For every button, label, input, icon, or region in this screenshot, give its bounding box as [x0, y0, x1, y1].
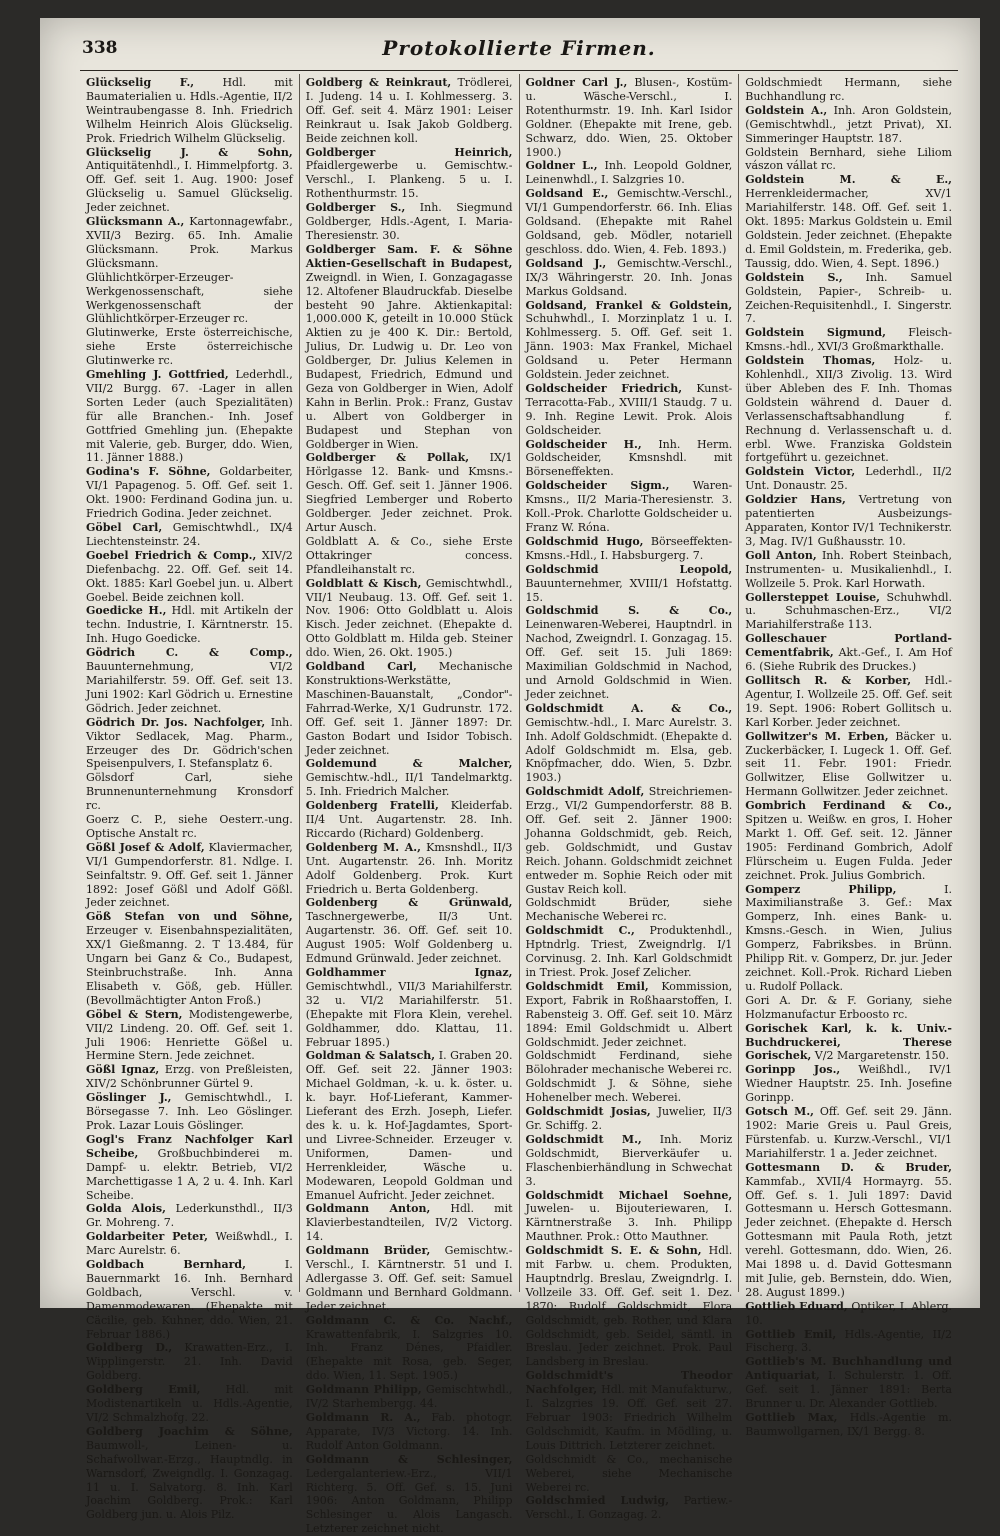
firm-entry — [526, 1133, 733, 1189]
firm-name: Goldberger Sam. F. & Söhne Aktien-Gesellschaft in Budapest, — [305, 242, 513, 270]
firm-entry — [526, 299, 733, 382]
firm-name: Gogl's Franz Nachfolger Karl Scheibe, — [86, 1132, 293, 1160]
firm-name: Goldstein Victor, — [745, 465, 856, 479]
firm-entry — [745, 1411, 952, 1439]
firm-name: Goldstein A., — [745, 103, 828, 117]
firm-details: Zweigndl. in Wien, I. Gonzagagasse 12. Altofener Blaudruckfab. Dieselbe besteht 90 Jahre. Aktienkapital: 1,000.000 K, geteilt in 10.000 Stück Aktien zu je 400 K. Dir.: Bertold, Julius, Dr. Ludwig u. Dr. Leo von Goldberger, Dr. Julius Kelemen in Budapest, Friedrich, Edmund und Geza von Goldberger in Wien, Adolf Kahn in Berlin. Prok.: Franz, Gustav u. Albert von Goldberger in Budapest und Stephan von Goldberger in Wien. — [305, 270, 513, 451]
firm-entry — [526, 257, 733, 299]
firm-name: Golda Alois, — [86, 1202, 166, 1216]
firm-name: Glücksmann A., — [86, 215, 185, 229]
firm-name: Goldblatt & Kisch, — [305, 576, 422, 590]
firm-entry — [306, 896, 513, 966]
firm-entry — [86, 1383, 293, 1425]
firm-entry — [86, 1133, 293, 1203]
firm-name: Gottlieb Emil, — [745, 1327, 837, 1341]
firm-entry — [306, 1244, 513, 1314]
firm-entry — [86, 326, 293, 368]
firm-entry — [745, 1105, 952, 1161]
firm-details: Goldblatt A. & Co., siehe Erste Ottakringer concess. Pfandleihanstalt rc. — [305, 534, 513, 576]
firm-name: Glückselig J. & Sohn, — [86, 145, 293, 159]
firm-details: Gemischtw.-Verschl., I. Kärntnerstr. 51 und I. Adlergasse 3. Off. Gef. seit: Samuel Goldmann und Bernhard Goldmann. Jeder zeichnet. — [305, 1244, 513, 1313]
firm-entry — [526, 1244, 733, 1369]
firm-details: Taschnergewerbe, II/3 Unt. Augartenstr. 36. Off. Gef. seit 10. August 1905: Wolf Goldenberg u. Edmund Grünwald. Jeder zeichnet. — [305, 910, 513, 966]
firm-entry — [745, 173, 952, 270]
firm-entry — [86, 1008, 293, 1064]
firm-entry — [745, 591, 952, 633]
firm-details: Krawattenfabrik, I. Salzgries 10. Inh. Franz Dénes, Pfaidler. (Ehepakte mit Rosa, geb. Seger, ddo. Wien, 11. Sept. 1905.) — [305, 1327, 513, 1383]
firm-name: Gollwitzer's M. Erben, — [745, 729, 889, 743]
firm-entry — [526, 604, 733, 701]
firm-entry — [306, 799, 513, 841]
firm-entry — [86, 549, 293, 605]
firm-details: I. Maximilianstraße 3. Gef.: Max Gomperz, Inh. eines Bank- u. Kmsns.-Gesch. in Wien, Julius Gomperz, Fabriksbes. in Brünn. Philipp Rit. v. Gomperz, Dr. jur. Jeder zeichnet. Koll.-Prok. Richard Lieben u. Rudolf Pollack. — [745, 882, 953, 993]
firm-entry — [86, 1202, 293, 1230]
firm-details: Gori A. Dr. & F. Goriany, siehe Holzmanufactur Erboosto rc. — [745, 993, 952, 1021]
firm-details: Goldstein Bernhard, siehe Liliom vászon vállat rc. — [745, 145, 952, 173]
firm-name: Goldhammer Ignaz, — [305, 966, 513, 979]
firm-entry — [526, 896, 733, 924]
firm-details: Goldschmiedt Hermann, siehe Buchhandlung rc. — [745, 76, 952, 103]
firm-name: Goldstein Sigmund, — [745, 326, 886, 340]
firm-entry — [526, 159, 733, 187]
document-page — [40, 18, 980, 1536]
firm-entry — [745, 465, 952, 493]
firm-details: Goldschmidt Brüder, siehe Mechanische Weberei rc. — [525, 896, 733, 924]
firm-name: Goldschmidt Emil, — [525, 979, 649, 993]
firm-details: Schuhwhdl. u. Schuhmaschen-Erz., VI/2 Mariahilferstraße 113. — [745, 590, 953, 632]
firm-entry — [745, 1022, 952, 1064]
firm-details: Inh. Samuel Goldstein, Papier-, Schreib- u. Zeichen-Requisitenhdl., I. Singerstr. 7. — [745, 270, 953, 326]
page-header — [82, 30, 956, 70]
firm-name: Gödrich Dr. Jos. Nachfolger, — [86, 715, 266, 729]
firm-details: IX/1 Hörlgasse 12. Bank- und Kmsns.-Gesch. Off. Gef. seit 1. Jänner 1906. Siegfried Lemberger und Roberto Goldberger. Jeder zeichnet. Prok. Artur Ausch. — [305, 451, 513, 534]
firm-entry — [526, 1105, 733, 1133]
firm-entry — [306, 1049, 513, 1202]
firm-details: Partiew.-Verschl., I. Gonzagag. 2. — [525, 1494, 733, 1522]
firm-details: XIV/2 Diefenbachg. 22. Off. Gef. seit 14. Okt. 1885: Karl Goebel jun. u. Albert Goebel. Beide zeichnen koll. — [86, 548, 293, 604]
firm-name: Goldner Carl J., — [525, 76, 628, 89]
firm-details: Goldarbeiter, VI/1 Papagenog. 5. Off. Gef. seit 1. Okt. 1900: Ferdinand Godina jun. u. Friedrich Godina. Jeder zeichnet. — [86, 465, 293, 521]
firm-entry — [745, 146, 952, 174]
firm-entry — [86, 716, 293, 772]
firm-details: Hdl. mit Klavierbestandteilen, IV/2 Victorg. 14. — [305, 1202, 513, 1244]
column-1 — [80, 74, 300, 1522]
firm-details: Hdls.-Agentie, II/2 Fischerg. 3. — [745, 1327, 953, 1355]
firm-name: Goldenberg M. A., — [305, 840, 421, 854]
firm-entry — [526, 1453, 733, 1495]
firm-details: Gemischtwhdl., VII/3 Mariahilferstr. 32 u. VI/2 Mariahilferstr. 51. (Ehepakte mit Flora Klein, verehel. Goldhammer, ddo. Klattau, 11. Februar 1895.) — [305, 979, 513, 1049]
firm-entry — [745, 1063, 952, 1105]
firm-name: Goldarbeiter Peter, — [86, 1230, 209, 1244]
firm-name: Goldbach Bernhard, — [86, 1258, 246, 1272]
firm-name: Gößl Josef & Adolf, — [86, 840, 205, 854]
firm-entry — [86, 521, 293, 549]
firm-details: Juwelier, II/3 Gr. Schiffg. 2. — [525, 1105, 733, 1132]
firm-entry — [86, 1091, 293, 1133]
firm-details: Baumwoll-, Leinen- u. Schafwollwar.-Erzg., Hauptndlg. in Warnsdorf, Zweigndlg. I. Gonzagag. 11 u. I. Salvatorg. 8. Inh. Karl Joachim Goldberg. Prok.: Karl Goldberg jun. u. Alois Pilz. — [86, 1438, 293, 1522]
column-2 — [300, 74, 520, 1536]
firm-entry — [86, 76, 293, 146]
firm-details: Kammfab., XVII/4 Hormayrg. 55. Off. Gef. s. 1. Juli 1897: David Gottesmann u. Hersch Gottesmann. Jeder zeichnet. (Ehepakte d. Hersch Gottesmann mit Paula Roth, jetzt verehl. Gottesmann, ddo. Wien, 26. Mai 1898 u. d. David Gottesmann mit Julie, geb. Bernstein, ddo. Wien, 28. August 1899.) — [745, 1174, 952, 1299]
firm-name: Goldmann Brüder, — [305, 1244, 431, 1258]
firm-entry — [526, 702, 733, 785]
firm-details: Holz- u. Kohlenhdl., XII/3 Zivolig. 13. Wird über Ableben des F. Inh. Thomas Goldstein während d. Dauer d. Verlassenschaftsabhandlung f. Rechnung d. Verlassenschaft u. d. erbl. Wwe. Franziska Goldstein fortgeführt u. gezeichnet. — [745, 354, 952, 465]
firm-entry — [86, 368, 293, 465]
firm-name: Goldman & Salatsch, — [305, 1049, 436, 1063]
firm-details: Schuhwhdl., I. Morzinplatz 1 u. I. Kohlmesserg. 5. Off. Gef. seit 1. Jänn. 1903: Max Frankel, Michael Goldsand u. Peter Hermann Goldstein. Jeder zeichnet. — [525, 312, 733, 382]
firm-details: Inh. Leopold Goldner, Leinenwhdl., I. Salzgries 10. — [525, 159, 733, 187]
firm-details: Hdl. mit Farbw. u. chem. Produkten, Hauptndrlg. Breslau, Zweigndrlg. I. Vollzeile 33. Off. Gef. seit 1. Dez. 1870: Rudolf Goldschmidt, Flora Goldschmidt, geb. Rother, und Klara Goldschmidt, geb. Seidel, sämtl. in Breslau. Jeder zeichnet. Prok. Paul Landsberg in Breslau. — [525, 1244, 733, 1369]
firm-details: Glühlichtkörper-Erzeuger-Werkgenossenschaft, siehe Werkgenossenschaft der Glühlichtkörper-Erzeuger rc. — [86, 270, 293, 326]
firm-details: Inh. Aron Goldstein, (Gemischtwhdl., jetzt Privat), XI. Simmeringer Hauptstr. 187. — [745, 103, 953, 145]
firm-details: Hdl. mit Artikeln der techn. Industrie, I. Kärntnerstr. 15. Inh. Hugo Goedicke. — [86, 604, 293, 646]
firm-details: Bauunternehmung, VI/2 Mariahilferstr. 59. Off. Gef. seit 13. Juni 1902: Karl Gödrich u. Ernestine Gödrich. Jeder zeichnet. — [86, 660, 293, 715]
firm-entry — [526, 438, 733, 480]
firm-entry — [86, 1341, 293, 1383]
firm-entry — [745, 493, 952, 549]
firm-entry — [526, 187, 733, 257]
firm-entry — [526, 563, 733, 605]
firm-name: Goldschmid Hugo, — [525, 534, 644, 548]
firm-details: I. Schulerstr. 1. Off. Gef. seit 1. Jänner 1891: Berta Brunner u. Dr. Alexander Gottlieb. — [745, 1369, 953, 1411]
firm-entry — [526, 785, 733, 896]
firm-entry — [306, 1202, 513, 1244]
firm-name: Goldschmidt's Theodor Nachfolger, — [525, 1369, 733, 1397]
firm-name: Goll Anton, — [745, 548, 817, 562]
firm-entry — [306, 451, 513, 534]
firm-name: Goldscheider H., — [525, 437, 642, 451]
firm-name: Gomperz Philipp, — [745, 882, 897, 896]
firm-entry — [745, 994, 952, 1022]
firm-entry — [745, 1355, 952, 1411]
firm-details: Bäcker u. Zuckerbäcker, I. Lugeck 1. Off. Gef. seit 11. Febr. 1901: Friedr. Gollwitzer, Elise Gollwitzer u. Hermann Gollwitzer. Jeder zeichnet. — [745, 729, 953, 799]
firm-details: Hdls.-Agentie m. Baumwollgarnen, IX/1 Bergg. 8. — [745, 1411, 952, 1438]
firm-details: Hdl. mit Baumaterialien u. Hdls.-Agentie, II/2 Weintraubengasse 8. Inh. Friedrich Wilhelm Heinrich Alois Glückselig. Prok. Friedrich Wilhelm Glückselig. — [86, 76, 293, 145]
firm-entry — [86, 215, 293, 271]
firm-name: Goldberger Heinrich, — [305, 145, 513, 159]
firm-entry — [745, 104, 952, 146]
firm-entry — [526, 76, 733, 159]
firm-entry — [526, 1494, 733, 1522]
firm-entry — [526, 382, 733, 438]
firm-entry — [86, 841, 293, 911]
firm-entry — [526, 1077, 733, 1105]
firm-name: Goldschmidt A. & Co., — [525, 701, 733, 715]
firm-entry — [745, 271, 952, 327]
firm-details: Lederhdl., VII/2 Burgg. 67. -Lager in allen Sorten Leder (auch Spezialitäten) für alle Branchen.- Inh. Josef Gottfried Gmehling jun. (Ehepakte mit Valerie, geb. Burger, ddo. Wien, 11. Jänner 1888.) — [86, 368, 293, 465]
firm-details: Kmsnshdl., II/3 Unt. Augartenstr. 26. Inh. Moritz Adolf Goldenberg. Prok. Kurt Friedrich u. Berta Goldenberg. — [305, 840, 513, 896]
firm-details: Inh. Siegmund Goldberger, Hdls.-Agent, I. Maria-Theresienstr. 30. — [305, 201, 513, 242]
firm-details: Kommission, Export, Fabrik in Roßhaarstoffen, I. Rabensteig 3. Off. Gef. seit 10. März 1894: Emil Goldschmidt u. Albert Goldschmidt. Jeder zeichnet. — [525, 979, 733, 1049]
firm-details: Goldschmidt J. & Söhne, siehe Hohenelber mech. Weberei. — [525, 1077, 733, 1105]
firm-entry — [526, 1049, 733, 1077]
columns — [80, 74, 958, 1536]
firm-details: Hdl. mit Modistenartikeln u. Hdls.-Agentie, VI/2 Schmalzhofg. 22. — [86, 1383, 293, 1424]
firm-name: Goebel Friedrich & Comp., — [86, 548, 257, 562]
firm-entry — [745, 1300, 952, 1328]
firm-details: Gemischtw.-Verschl., IX/3 Währingerstr. 20. Inh. Jonas Markus Goldsand. — [525, 256, 733, 298]
firm-details: Goldschmidt Ferdinand, siehe Bölohrader mechanische Weberei rc. — [525, 1049, 733, 1077]
firm-details: Großbuchbinderei m. Dampf- u. elektr. Betrieb, VI/2 Marchettigasse 1 A, 2 u. 4. Inh. Karl Scheibe. — [86, 1146, 293, 1202]
firm-name: Gorinpp Jos., — [745, 1063, 841, 1077]
firm-entry — [745, 799, 952, 882]
firm-name: Goldmann C. & Co. Nachf., — [305, 1313, 513, 1327]
firm-entry — [745, 632, 952, 674]
firm-name: Gottlieb Eduard, — [745, 1299, 848, 1313]
firm-details: Bauunternehmer, XVIII/1 Hofstattg. 15. — [525, 576, 733, 604]
firm-name: Goldberg Emil, — [86, 1383, 201, 1397]
firm-entry — [306, 535, 513, 577]
firm-details: Leinenwaren-Weberei, Hauptndrl. in Nachod, Zweigndrl. I. Gonzagag. 15. Off. Gef. seit 15. Juli 1869: Maximilian Goldschmid in Nachod, und Arnold Goldschmid in Wien. Jeder zeichnet. — [525, 618, 733, 701]
firm-entry — [86, 910, 293, 1007]
firm-details: Glutinwerke, Erste österreichische, siehe Erste österreichische Glutinwerke rc. — [86, 326, 293, 368]
firm-name: Goldschmid S. & Co., — [525, 604, 733, 618]
firm-details: Inh. Herm. Goldscheider, Kmsnshdl. mit Börseneffekten. — [525, 437, 733, 479]
firm-details: Hdl. mit Manufakturw., I. Salzgries 19. Off. Gef. seit 27. Februar 1903: Friedrich Wilhelm Goldschmidt, Kaufm. in Mödling, u. Louis Dittrich. Letzterer zeichnet. — [525, 1383, 733, 1452]
firm-name: Goldmann Philipp, — [305, 1383, 422, 1397]
firm-details: Lederhdl., II/2 Unt. Donaustr. 25. — [745, 465, 953, 493]
firm-name: Gorischek Karl, k. k. Univ.-Buchdruckerei, Therese Gorischek, — [745, 1021, 952, 1063]
firm-details: I. Bauernmarkt 16. Inh. Bernhard Goldbach, Verschl. v. Damenmodewaren. (Ehepakte mit Cäcilie, geb. Kuhner, ddo. Wien, 21. Februar 1886.) — [86, 1258, 293, 1341]
firm-details: Kartonnagewfabr., XVII/3 Bezirg. 65. Inh. Amalie Glücksmann. Prok. Markus Glücksmann. — [86, 215, 293, 270]
firm-details: Gemischtwhdl., I. Börsegasse 7. Inh. Leo Göslinger. Prok. Lazar Louis Göslinger. — [86, 1091, 293, 1132]
firm-name: Goldsand J., — [525, 256, 607, 270]
firm-details: Hdl.-Agentur, I. Wollzeile 25. Off. Gef. seit 19. Sept. 1906: Robert Gollitsch u. Karl Korber. Jeder zeichnet. — [745, 673, 953, 729]
header-rule — [80, 70, 958, 71]
firm-entry — [526, 924, 733, 980]
firm-entry — [86, 271, 293, 327]
firm-name: Gotsch M., — [745, 1105, 814, 1119]
firm-name: Goldschmidt M., — [525, 1132, 642, 1146]
firm-details: Inh. Moriz Goldschmidt, Bierverkäufer u. Flaschenbierhändlung in Schwechat 3. — [525, 1132, 733, 1188]
firm-entry — [745, 354, 952, 465]
firm-entry — [745, 549, 952, 591]
firm-name: Goldmann R. A., — [305, 1411, 421, 1424]
firm-entry — [526, 479, 733, 535]
firm-details: Optiker, I. Ablerg. 10. — [745, 1299, 952, 1327]
firm-entry — [86, 1258, 293, 1341]
firm-details: Herrenkleidermacher, XV/1 Mariahilferstr. 148. Off. Gef. seit 1. Okt. 1895: Markus Goldstein u. Emil Goldstein. Jeder zeichnet. (Ehepakte d. Emil Goldstein, m. Frederika, geb. Taussig, ddo. Wien, 4. Sept. 1896.) — [745, 187, 952, 270]
firm-details: Gemischtwhdl., IV/2 Starhembergg. 44. — [305, 1383, 513, 1411]
firm-name: Glückselig F., — [86, 76, 195, 89]
firm-details: Gölsdorf Carl, siehe Brunnenunternehmung Kronsdorf rc. — [86, 771, 293, 813]
firm-details: Modistengewerbe, VII/2 Lindeng. 20. Off. Gef. seit 1. Juli 1906: Henriette Gößel u. Hermine Stern. Jede zeichnet. — [86, 1007, 293, 1063]
firm-details: Gemischtw.-Verschl., VI/1 Gumpendorferstr. 66. Inh. Elias Goldsand. (Ehepakte mit Rahel Goldsand, geb. Mödler, notariell geschloss. ddo. Wien, 4. Feb. 1893.) — [525, 187, 733, 256]
firm-details: Gemischtw.-hdl., I. Marc Aurelstr. 3. Inh. Adolf Goldschmidt. (Ehepakte d. Adolf Goldschmidt m. Elsa, geb. Knöpfmacher, ddo. Wien, 5. Dzbr. 1903.) — [525, 715, 733, 785]
firm-name: Goldmann & Schlesinger, — [305, 1452, 513, 1466]
firm-details: Antiquitätenhdl., I. Himmelpfortg. 3. Off. Gef. seit 1. Aug. 1900: Josef Glückselig u. Samuel Glückselig. Jeder zeichnet. — [86, 159, 293, 215]
firm-entry — [745, 674, 952, 730]
firm-details: Kunst-Terracotta-Fab., XVIII/1 Staudg. 7 u. 9. Inh. Regine Lewit. Prok. Alois Goldscheider. — [525, 381, 733, 437]
firm-name: Goldschmied Ludwig, — [525, 1494, 670, 1508]
firm-name: Goldzier Hans, — [745, 493, 846, 507]
firm-details: Gemischtwhdl., VII/1 Neubaug. 13. Off. Gef. seit 1. Nov. 1906: Otto Goldblatt u. Alois Kisch. Jeder zeichnet. (Ehepakte d. Otto Goldblatt m. Hilda geb. Steiner ddo. Wien, 26. Okt. 1905.) — [305, 576, 513, 660]
firm-name: Goldband Carl, — [305, 660, 417, 674]
firm-entry — [745, 326, 952, 354]
firm-name: Goldschmidt C., — [525, 924, 635, 938]
firm-details: Klaviermacher, VI/1 Gumpendorferstr. 81. Ndlge. I. Seinfaltstr. 9. Off. Gef. seit 1. Jänner 1892: Josef Gößl und Adolf Gößl. Jeder zeichnet. — [86, 840, 293, 910]
firm-entry — [306, 1314, 513, 1384]
firm-name: Golleschauer Portland-Cementfabrik, — [745, 632, 952, 660]
firm-details: Krawatten-Erz., I. Wipplingerstr. 21. Inh. David Goldberg. — [86, 1341, 293, 1383]
firm-name: Goldscheider Friedrich, — [525, 381, 683, 395]
firm-entry — [306, 76, 513, 146]
firm-details: Juwelen- u. Bijouteriewaren, I. Kärntnerstraße 3. Inh. Philipp Mauthner. Prok.: Otto Mauthner. — [525, 1202, 733, 1244]
firm-details: Erzg. von Preßleisten, XIV/2 Schönbrunner Gürtel 9. — [86, 1063, 293, 1091]
firm-name: Goldstein M. & E., — [745, 173, 952, 187]
firm-entry — [526, 535, 733, 563]
firm-details: Vertretung von patentierten Ausbeizungs-Apparaten, Kontor IV/1 Technikerstr. 3, Mag. IV/1 Gußhausstr. 10. — [745, 493, 952, 548]
column-4 — [739, 74, 958, 1438]
firm-name: Goldberger S., — [305, 201, 406, 215]
firm-details: Goldschmidt & Co., mechanische Weberei, siehe Mechanische Weberei rc. — [525, 1452, 733, 1494]
firm-details: Erzeuger v. Eisenbahnspezialitäten, XX/1 Gießmanng. 2. T 13.484, für Ungarn bei Ganz & Co., Budapest, Steinbruchstraße. Inh. Anna Elisabeth v. Göß, geb. Hüller. (Bevollmächtigter Anton Froß.) — [86, 924, 293, 1007]
firm-entry — [306, 1453, 513, 1536]
firm-name: Goldberg D., — [86, 1341, 173, 1355]
firm-details: Akt.-Gef., I. Am Hof 6. (Siehe Rubrik des Druckes.) — [745, 646, 952, 674]
firm-name: Gottlieb's M. Buchhandlung und Antiquariat, — [745, 1355, 952, 1383]
firm-details: Mechanische Konstruktions-Werkstätte, Maschinen-Bauanstalt, „Condor"-Fahrrad-Werke, X/1 Gudrunstr. 172. Off. Gef. seit 1. Jänner 1897: Dr. Gaston Bodart und Isidor Tobisch. Jeder zeichnet. — [305, 660, 513, 757]
firm-name: Gombrich Ferdinand & Co., — [745, 799, 952, 813]
firm-name: Goldenberg & Grünwald, — [305, 896, 513, 910]
firm-details: I. Graben 20. Off. Gef. seit 22. Jänner 1903: Michael Goldman, -k. u. k. öster. u. k. bayr. Hof-Lieferant, Kammer-Lieferant des Erzh. Joseph, Liefer. des k. u. k. Hof-Jagdamtes, Sport- und Livree-Schneider. Erzeuger v. Uniformen, Damen- und Herrenkleider, Wäsche u. Modewaren, Leopold Goldman und Emanuel Aufricht. Jeder zeichnet. — [305, 1049, 513, 1202]
firm-entry — [86, 646, 293, 716]
firm-name: Goldschmidt Josias, — [525, 1105, 651, 1119]
firm-entry — [526, 1189, 733, 1245]
firm-details: Inh. Robert Steinbach, Instrumenten- u. Musikalienhdl., I. Wollzeile 5. Prok. Karl Horwath. — [745, 548, 952, 590]
firm-details: Lederkunsthdl., II/3 Gr. Mohreng. 7. — [86, 1202, 293, 1230]
firm-name: Gollersteppet Louise, — [745, 590, 880, 604]
firm-name: Godina's F. Söhne, — [86, 465, 211, 479]
firm-details: Kleiderfab. II/4 Unt. Augartenstr. 28. Inh. Riccardo (Richard) Goldenberg. — [305, 799, 513, 840]
firm-entry — [86, 1425, 293, 1522]
firm-entry — [306, 966, 513, 1049]
firm-details: Börseeffekten-Kmsns.-Hdl., I. Habsburgerg. 7. — [525, 534, 733, 562]
firm-name: Goldschmid Leopold, — [525, 562, 733, 576]
firm-name: Goldner L., — [525, 159, 598, 173]
firm-entry — [306, 1383, 513, 1411]
firm-entry — [745, 1161, 952, 1300]
firm-details: Goerz C. P., siehe Oesterr.-ung. Optische Anstalt rc. — [86, 813, 293, 840]
firm-details: Weißwhdl., I. Marc Aurelstr. 6. — [86, 1230, 293, 1258]
firm-details: Off. Gef. seit 29. Jänn. 1902: Marie Greis u. Paul Greis, Fürstenfab. u. Kurzw.-Verschl., VI/1 Mariahilferstr. 1 a. Jeder zeichnet. — [745, 1105, 952, 1160]
firm-entry — [86, 771, 293, 813]
firm-name: Goldstein S., — [745, 270, 843, 284]
firm-entry — [745, 76, 952, 104]
firm-entry — [526, 980, 733, 1050]
firm-name: Göbel Carl, — [86, 521, 163, 534]
column-3 — [520, 74, 740, 1522]
firm-details: V/2 Margaretenstr. 150. — [814, 1049, 950, 1063]
firm-entry — [86, 604, 293, 646]
firm-name: Gmehling J. Gottfried, — [86, 368, 229, 382]
firm-entry — [306, 201, 513, 243]
firm-name: Gödrich C. & Comp., — [86, 646, 293, 660]
firm-details: Spitzen u. Weißw. en gros, I. Hoher Markt 1. Off. Gef. seit. 12. Jänner 1905: Ferdinand Gombrich, Adolf Flürscheim u. Eugen Fulda. Jeder zeichnet. Prok. Julius Gombrich. — [745, 813, 952, 882]
page-title: Protokollierte Firmen. — [382, 36, 656, 60]
firm-name: Goldsand, Frankel & Goldstein, — [525, 298, 733, 312]
firm-entry — [526, 1369, 733, 1452]
firm-name: Goldstein Thomas, — [745, 354, 876, 368]
firm-entry — [745, 730, 952, 800]
firm-name: Goldemund & Malcher, — [305, 757, 513, 771]
firm-entry — [306, 1411, 513, 1453]
firm-entry — [745, 1328, 952, 1356]
firm-name: Gottlieb Max, — [745, 1411, 838, 1424]
firm-entry — [306, 243, 513, 452]
page-number: 338 — [82, 38, 118, 58]
firm-name: Göß Stefan von und Söhne, — [86, 910, 293, 924]
firm-details: Fab. photogr. Apparate, IV/3 Victorg. 14. Inh. Rudolf Anton Goldmann. — [305, 1411, 513, 1452]
firm-details: Trödlerei, I. Judeng. 14 u. I. Kohlmesserg. 3. Off. Gef. seit 4. März 1901: Leiser Reinkraut u. Isak Jakob Goldberg. Beide zeichnen koll. — [305, 76, 513, 145]
firm-details: Pfaidlergewerbe u. Gemischtw.-Verschl., I. Plankeng. 5 u. I. Rothenthurmstr. 15. — [305, 159, 513, 201]
firm-details: Streichriemen-Erzg., VI/2 Gumpendorferstr. 88 B. Off. Gef. seit 2. Jänner 1900: Johanna Goldschmidt, geb. Reich, geb. Goldschmidt, und Gustav Reich. Johann. Goldschmidt zeichnet entweder m. Sophie Reich oder mit Gustav Reich koll. — [525, 785, 733, 896]
firm-entry — [86, 813, 293, 841]
firm-details: Blusen-, Kostüm- u. Wäsche-Verschl., I. Rotenthurmstr. 19. Inh. Karl Isidor Goldner. (Ehepakte mit Irene, geb. Schwarz, ddo. Wien, 25. Oktober 1900.) — [525, 76, 733, 159]
firm-name: Goldberg & Reinkraut, — [305, 76, 452, 89]
firm-entry — [86, 465, 293, 521]
firm-entry — [86, 146, 293, 216]
firm-entry — [86, 1063, 293, 1091]
firm-entry — [306, 841, 513, 897]
firm-entry — [306, 146, 513, 202]
firm-name: Göslinger J., — [86, 1091, 172, 1105]
firm-name: Goldsand E., — [525, 187, 609, 201]
firm-details: Ledergalanteriew.-Erz., VII/1 Richterg. 5. Off. Gef. s. 15. Juni 1906: Anton Goldmann, Philipp Schlesinger u. Alois Langasch. Letzterer zeichnet nicht. — [305, 1466, 513, 1536]
firm-name: Goldschmidt Michael Soehne, — [525, 1188, 733, 1202]
firm-details: Weißhdl., IV/1 Wiedner Hauptstr. 25. Inh. Josefine Gorinpp. — [745, 1063, 952, 1105]
firm-name: Goldmann Anton, — [305, 1202, 431, 1216]
firm-details: Waren-Kmsns., II/2 Maria-Theresienstr. 3. Koll.-Prok. Charlotte Goldscheider u. Franz W. Róna. — [525, 479, 733, 534]
firm-name: Goldscheider Sigm., — [525, 479, 670, 493]
firm-entry — [306, 577, 513, 660]
firm-name: Goldenberg Fratelli, — [305, 799, 439, 813]
firm-details: Fleisch-Kmsns.-hdl., XVI/3 Großmarkthalle. — [745, 326, 952, 354]
firm-name: Gößl Ignaz, — [86, 1063, 160, 1077]
firm-entry — [306, 660, 513, 757]
firm-name: Gottesmann D. & Bruder, — [745, 1160, 952, 1174]
firm-name: Goldberger & Pollak, — [305, 451, 470, 465]
firm-details: Inh. Viktor Sedlacek, Mag. Pharm., Erzeuger des Dr. Gödrich'schen Speisenpulvers, I. Stefansplatz 6. — [86, 715, 293, 771]
firm-name: Goldschmidt Adolf, — [525, 785, 645, 799]
firm-details: Gemischtwhdl., IX/4 Liechtensteinstr. 24. — [86, 521, 293, 548]
firm-name: Göbel & Stern, — [86, 1007, 183, 1021]
firm-details: Produktenhdl., Hptndrlg. Triest, Zweigndrlg. I/1 Corvinusg. 2. Inh. Karl Goldschmidt in Triest. Prok. Josef Zelicher. — [525, 924, 733, 979]
firm-entry — [86, 1230, 293, 1258]
firm-entry — [306, 757, 513, 799]
firm-name: Goldschmidt S. E. & Sohn, — [525, 1244, 702, 1258]
firm-name: Gollitsch R. & Korber, — [745, 673, 912, 687]
firm-name: Goldberg Joachim & Söhne, — [86, 1424, 293, 1438]
firm-entry — [745, 883, 952, 994]
firm-details: Gemischtw.-hdl., II/1 Tandelmarktg. 5. Inh. Friedrich Malcher. — [305, 771, 513, 799]
firm-name: Goedicke H., — [86, 604, 167, 618]
